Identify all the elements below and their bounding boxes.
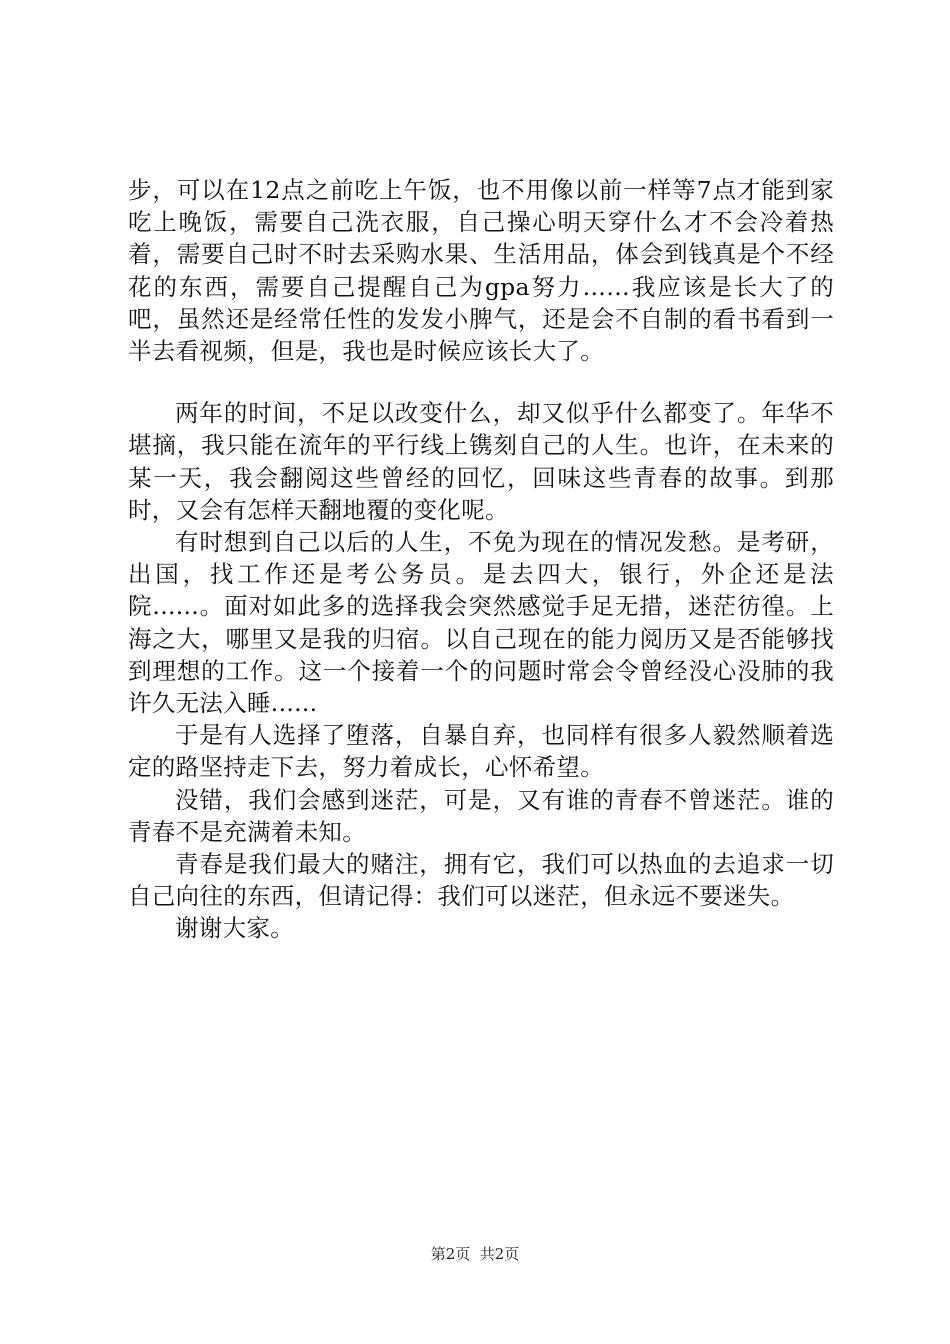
paragraph-youth-bet: 青春是我们最大的赌注，拥有它，我们可以热血的去追求一切自己向往的东西，但请记得：我们可以迷茫，但永远不要迷失。 (128, 850, 834, 911)
paragraph-continuation: 步，可以在12点之前吃上午饭，也不用像以前一样等7点才能到家吃上晚饭，需要自己洗衣服，自己操心明天穿什么才不会冷着热着，需要自己时不时去采购水果、生活用品，体会到钱真是个不经花的东西，需要自己提醒自己为gpa努力……我应该是长大了的吧，虽然还是经常任性的发发小脾气，还是会不自制的看书看到一半去看视频，但是，我也是时候应该长大了。 (128, 176, 834, 366)
page-number-label: 第2页 共2页 (430, 1245, 520, 1263)
paragraph-choices: 于是有人选择了堕落，自暴自弃，也同样有很多人毅然顺着选定的路坚持走下去，努力着成长，心怀希望。 (128, 721, 834, 782)
page-footer (0, 1244, 950, 1264)
paragraph-two-years: 两年的时间，不足以改变什么，却又似乎什么都变了。年华不堪摘，我只能在流年的平行线上镌刻自己的人生。也许，在未来的某一天，我会翻阅这些曾经的回忆，回味这些青春的故事。到那时，又会有怎样天翻地覆的变化呢。 (128, 399, 834, 524)
document-body (128, 174, 834, 945)
paragraph-confusion: 没错，我们会感到迷茫，可是，又有谁的青春不曾迷茫。谁的青春不是充满着未知。 (128, 785, 834, 846)
paragraph-thanks: 谢谢大家。 (175, 914, 294, 943)
paragraph-future-worries: 有时想到自己以后的人生，不免为现在的情况发愁。是考研，出国，找工作还是考公务员。是去四大，银行，外企还是法院......。面对如此多的选择我会突然感觉手足无措，迷茫彷徨。上海之大，哪里又是我的归宿。以自己现在的能力阅历又是否能够找到理想的工作。这一个接着一个的问题时常会令曾经没心没肺的我许久无法入睡...... (128, 528, 834, 718)
